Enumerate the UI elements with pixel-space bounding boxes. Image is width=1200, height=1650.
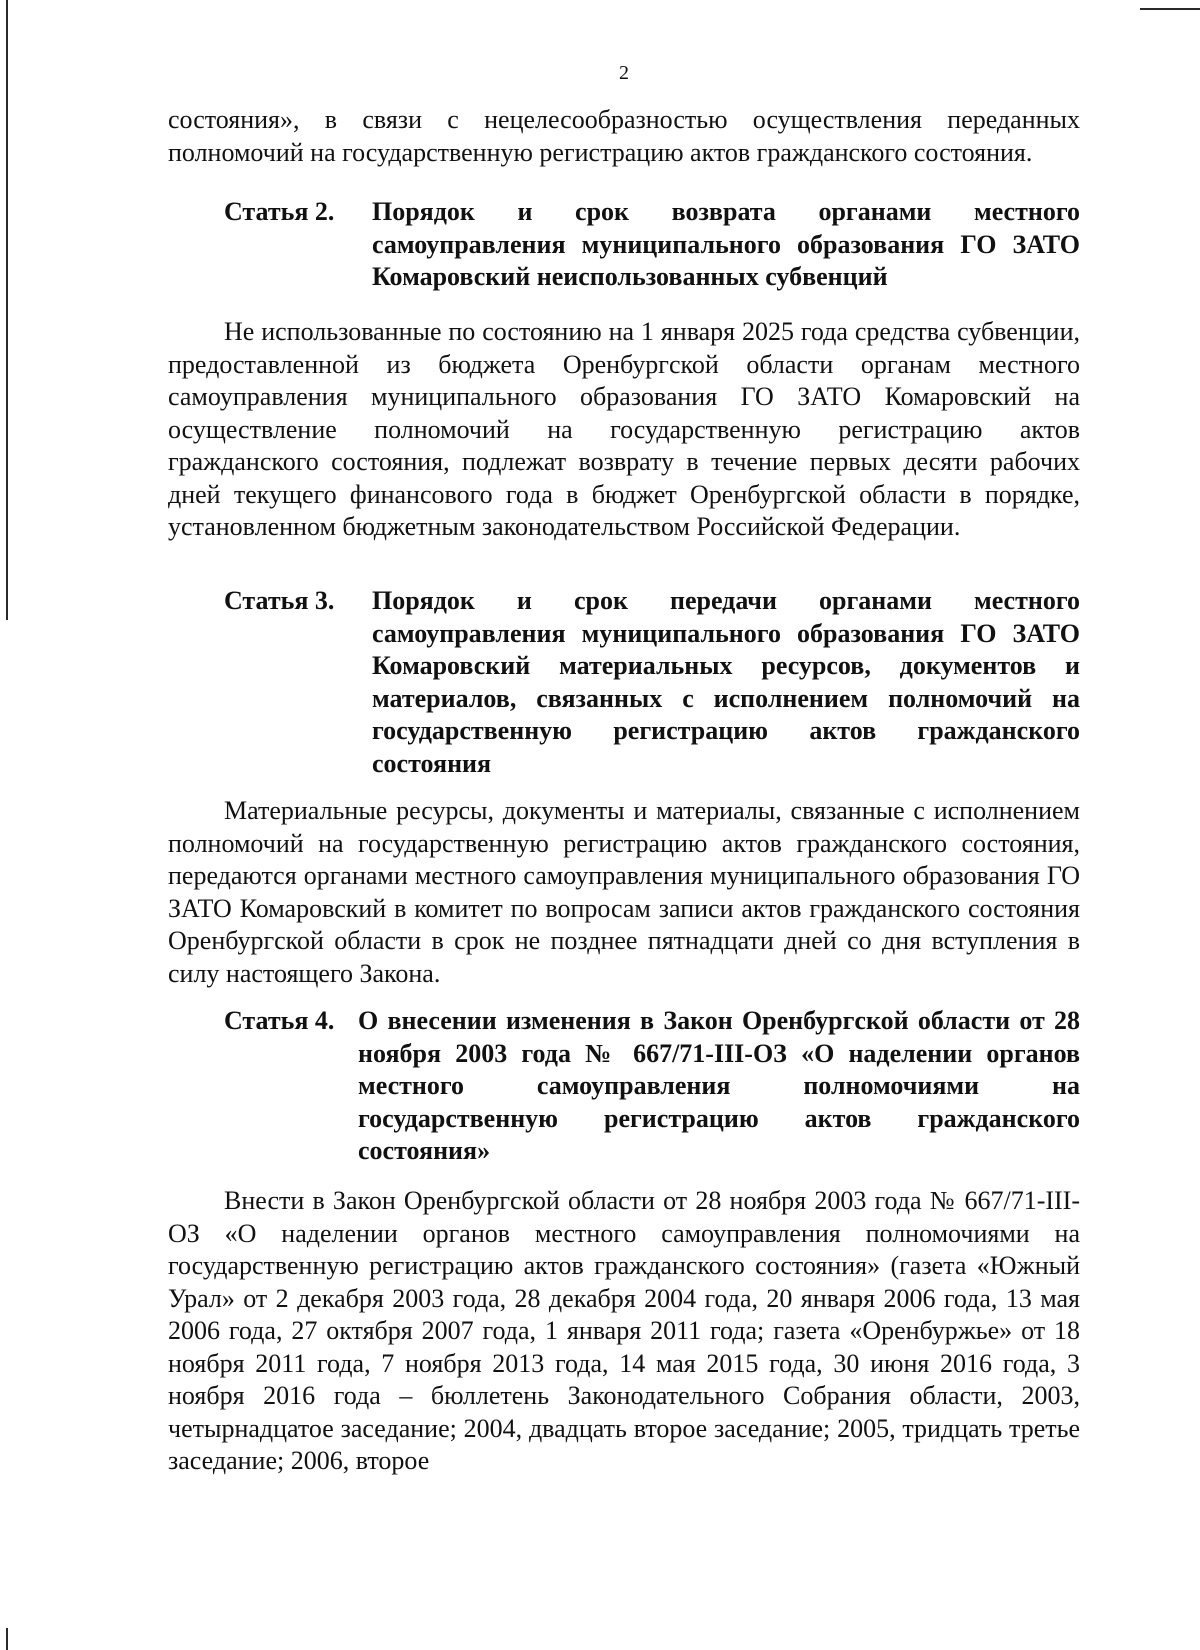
article-4-heading (224, 1005, 1080, 1168)
intro-paragraph-block (168, 104, 1080, 169)
article-2-body: Не использованные по состоянию на 1 января 2025 года средства субвенции, предоставленной из бюджета Оренбургской области органам местного самоуправления муниципального образования ГО ЗАТО Комаровский на осуществление полномочий на государственную регистрацию актов гражданского состояния, подлежат возврату в течение первых десяти рабочих дней текущего финансового года в бюджет Оренбургской области в порядке, установленном бюджетным законодательством Российской Федерации. (168, 317, 1080, 541)
scan-edge-bottom-left (6, 1628, 8, 1650)
article-4-label: Статья 4. (224, 1006, 335, 1035)
article-4-title: О внесении изменения в Закон Оренбургской области от 28 ноября 2003 года № 667/71-III-ОЗ «О наделении органов местного самоуправления полномочиями на государственную регистрацию актов гражданского состояния» (358, 1006, 1080, 1165)
article-4-body: Внести в Закон Оренбургской области от 28 ноября 2003 года № 667/71-III-ОЗ «О наделении органов местного самоуправления полномочиями на государственную регистрацию актов гражданского состояния» (газета «Южный Урал» от 2 декабря 2003 года, 28 декабря 2004 года, 20 января 2006 года, 13 мая 2006 года, 27 октября 2007 года, 1 января 2011 года; газета «Оренбуржье» от 18 ноября 2011 года, 7 ноября 2013 года, 14 мая 2015 года, 30 июня 2016 года, 3 ноября 2016 года – бюллетень Законодательного Собрания области, 2003, четырнадцатое заседание; 2004, двадцать второе заседание; 2005, тридцать третье заседание; 2006, второе (168, 1186, 1080, 1475)
scan-edge-left (6, 0, 8, 620)
article-3-label: Статья 3. (224, 586, 335, 615)
page-number: 2 (619, 62, 629, 84)
article-2-body-block (168, 316, 1080, 544)
intro-paragraph: состояния», в связи с нецелесообразностью осуществления переданных полномочий на государственную регистрацию актов гражданского состояния. (168, 105, 1080, 167)
article-3-body-block (168, 795, 1080, 990)
article-2-heading (224, 196, 1080, 294)
scan-edge-top-right (1140, 8, 1200, 10)
article-4-body-block (168, 1185, 1080, 1478)
article-2-title: Порядок и срок возврата органами местного самоуправления муниципального образования ГО ЗАТО Комаровский неиспользованных субвенций (372, 197, 1080, 291)
article-2-label: Статья 2. (224, 197, 335, 226)
article-3-body: Материальные ресурсы, документы и материалы, связанные с исполнением полномочий на государственную регистрацию актов гражданского состояния, передаются органами местного самоуправления муниципального образования ГО ЗАТО Комаровский в комитет по вопросам записи актов гражданского состояния Оренбургской области в срок не позднее пятнадцати дней со дня вступления в силу настоящего Закона. (168, 796, 1080, 988)
article-3-heading (224, 585, 1080, 780)
article-3-title: Порядок и срок передачи органами местного самоуправления муниципального образования ГО ЗАТО Комаровский материальных ресурсов, документов и материалов, связанных с исполнением полномочий на государственную регистрацию актов гражданского состояния (372, 586, 1080, 778)
